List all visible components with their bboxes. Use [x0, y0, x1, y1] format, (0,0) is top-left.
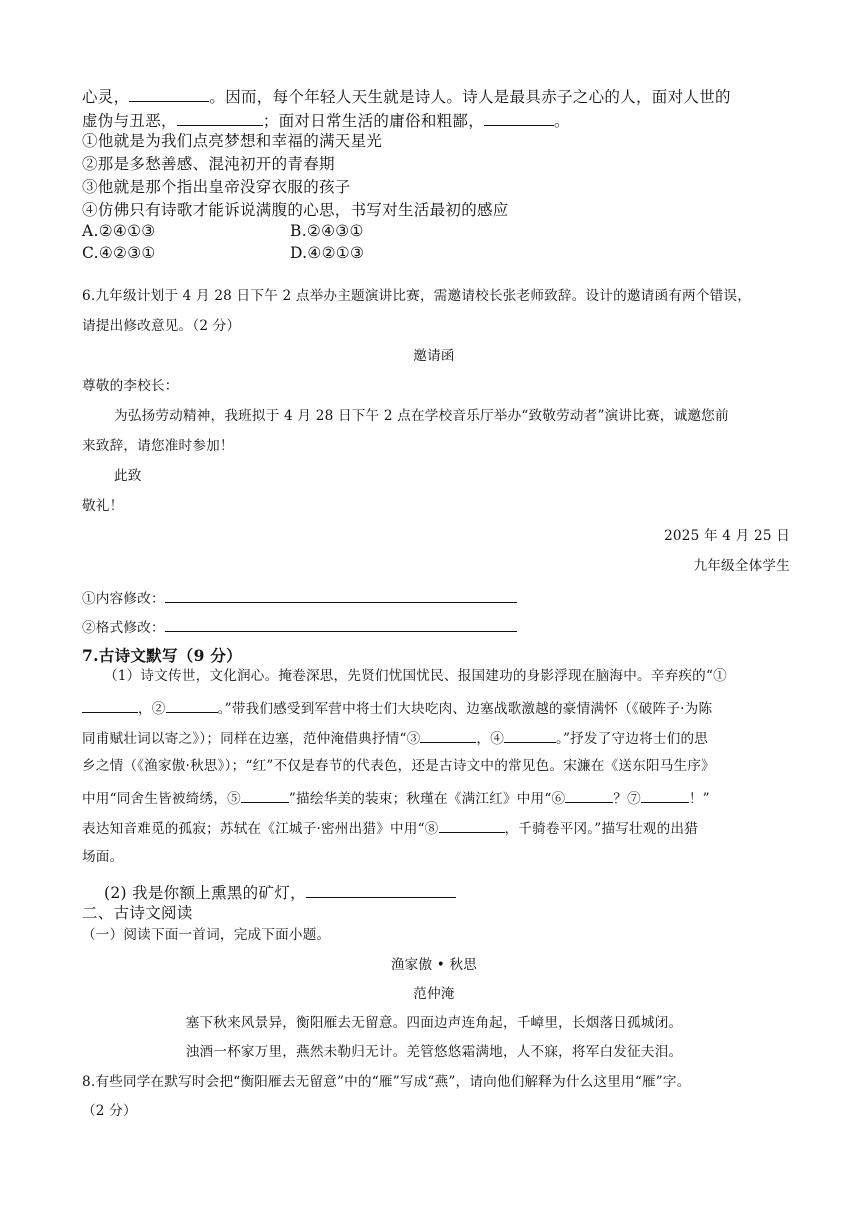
q7-line6-b: ，千骑卷平冈。”描写壮观的出猎: [504, 821, 698, 838]
q7-blank-2[interactable]: [166, 700, 218, 713]
q7-para-line6: [82, 820, 698, 837]
q5-option-b[interactable]: B.②④③①: [290, 222, 364, 240]
q5-line2-start: 虚伪与丑恶，: [82, 111, 177, 130]
q7-part2-text: (2) 我是你额上熏黑的矿灯，: [104, 883, 306, 902]
q6-prompt-line2: 请提出修改意见。（2 分）: [82, 318, 241, 334]
letter-date: 2025 年 4 月 25 日: [664, 528, 790, 544]
q7-blank-8[interactable]: [439, 820, 505, 833]
q5-item-3: ③他就是那个指出皇帝没穿衣服的孩子: [82, 178, 351, 196]
q5-line2-end: 。: [554, 111, 570, 130]
q7-para-line7: 场面。: [82, 849, 124, 865]
q7-line2-b: 。”带我们感受到军营中将士们大块吃肉、边塞战歌激越的豪情满怀（《破阵子·为陈: [217, 701, 713, 718]
section2-heading: 二、古诗文阅读: [82, 904, 193, 922]
q7-blank-7[interactable]: [641, 790, 689, 803]
q7-para-line1: （1）诗文传世，文化润心。掩卷深思，先贤们忧国忧民、报国建功的身影浮现在脑海中。辛弃疾的“①: [104, 668, 727, 684]
q5-item-4: ④仿佛只有诗歌才能诉说满腹的心思，书写对生活最初的感应: [82, 201, 509, 219]
q7-line6-a: 表达知音难觅的孤寂；苏轼在《江城子·密州出猎》中用“⑧: [82, 821, 439, 838]
q5-blank-2[interactable]: [177, 111, 263, 126]
poem-stanza-1: 塞下秋来风景异，衡阳雁去无留意。四面边声连角起，千嶂里，长烟落日孤城闭。: [185, 1015, 683, 1031]
q7-line5-a: 中用“同舍生皆被绮绣，⑤: [82, 791, 241, 808]
q7-para-line3: [82, 730, 708, 747]
q7-para-line2: [82, 700, 712, 717]
q7-line3-c: 。”抒发了守边将士们的思: [556, 731, 709, 748]
q5-blank-1[interactable]: [129, 87, 209, 102]
q7-blank-6[interactable]: [565, 790, 613, 803]
letter-body-line2: 来致辞，请您准时参加！: [82, 438, 234, 454]
q7-line2-a: ，②: [138, 701, 166, 718]
q5-line2-mid: ；面对日常生活的庸俗和粗鄙，: [262, 111, 485, 130]
letter-closing-1: 此致: [114, 468, 142, 484]
q7-blank-5[interactable]: [241, 790, 289, 803]
q7-blank-3[interactable]: [420, 730, 476, 743]
q7-blank-1[interactable]: [82, 700, 138, 713]
letter-title: 邀请函: [413, 348, 455, 364]
letter-salutation: 尊敬的李校长：: [82, 378, 179, 394]
q7-para-line5: [82, 790, 710, 807]
q7-blank-4[interactable]: [504, 730, 556, 743]
q6-fix-content: [82, 590, 517, 607]
q5-line1-start: 心灵，: [82, 87, 130, 106]
q5-item-2: ②那是多愁善感、混沌初开的青春期: [82, 155, 335, 173]
q6-fix-content-label: ①内容修改：: [82, 591, 165, 608]
q5-option-a[interactable]: A.②④①③: [82, 222, 156, 240]
q8-prompt-line2: （2 分）: [82, 1103, 137, 1119]
q5-text-line1: [82, 87, 731, 105]
q6-fix-format-blank[interactable]: [165, 619, 517, 632]
q7-line5-c: ？⑦: [613, 791, 641, 808]
poem-stanza-2: 浊酒一杯家万里，燕然未勒归无计。羌管悠悠霜满地，人不寐，将军白发征夫泪。: [185, 1044, 683, 1060]
poem-title: 渔家傲 • 秋思: [390, 957, 478, 973]
q5-blank-3[interactable]: [484, 111, 554, 126]
q5-item-1: ①他就是为我们点亮梦想和幸福的满天星光: [82, 132, 383, 150]
letter-closing-2: 敬礼！: [82, 498, 124, 514]
q7-line3-b: ，④: [476, 731, 504, 748]
q5-text-line2: [82, 111, 570, 129]
q5-option-c[interactable]: C.④②③①: [82, 244, 156, 262]
q5-option-d[interactable]: D.④②①③: [290, 244, 365, 262]
q7-para-line4: 乡之情（《渔家傲·秋思》）；“红”不仅是春节的代表色，还是古诗文中的常见色。宋濂在《送东阳马生序》: [82, 758, 715, 774]
q7-heading: 7.古诗文默写（9 分）: [82, 646, 242, 665]
q7-part2: [104, 883, 456, 901]
q7-line5-d: ！”: [688, 791, 710, 808]
q7-line5-b: ”描绘华美的装束；秋瑾在《满江红》中用“⑥: [288, 791, 566, 808]
q7-line3-a: 同甫赋壮词以寄之》）；同样在边塞，范仲淹借典抒情“③: [82, 731, 421, 748]
section2-subheading: （一）阅读下面一首词，完成下面小题。: [82, 927, 331, 943]
poem-author: 范仲淹: [413, 986, 455, 1002]
q5-line1-end: 。因而，每个年轻人天生就是诗人。诗人是最具赤子之心的人，面对人世的: [209, 87, 731, 106]
q8-prompt-line1: 8.有些同学在默写时会把“衡阳雁去无留意”中的“雁”写成“燕”，请向他们解释为什么这里用“雁”字。: [82, 1074, 691, 1090]
q7-part2-blank[interactable]: [306, 883, 456, 898]
letter-body-line1: 为弘扬劳动精神，我班拟于 4 月 28 日下午 2 点在学校音乐厅举办“致敬劳动者”演讲比赛，诚邀您前: [114, 408, 729, 424]
q6-prompt-line1: 6.九年级计划于 4 月 28 日下午 2 点举办主题演讲比赛，需邀请校长张老师致辞。设计的邀请函有两个错误，: [82, 288, 752, 304]
q6-fix-format-label: ②格式修改：: [82, 620, 165, 637]
q6-fix-content-blank[interactable]: [165, 590, 517, 603]
letter-signer: 九年级全体学生: [693, 558, 790, 574]
q6-fix-format: [82, 619, 517, 636]
